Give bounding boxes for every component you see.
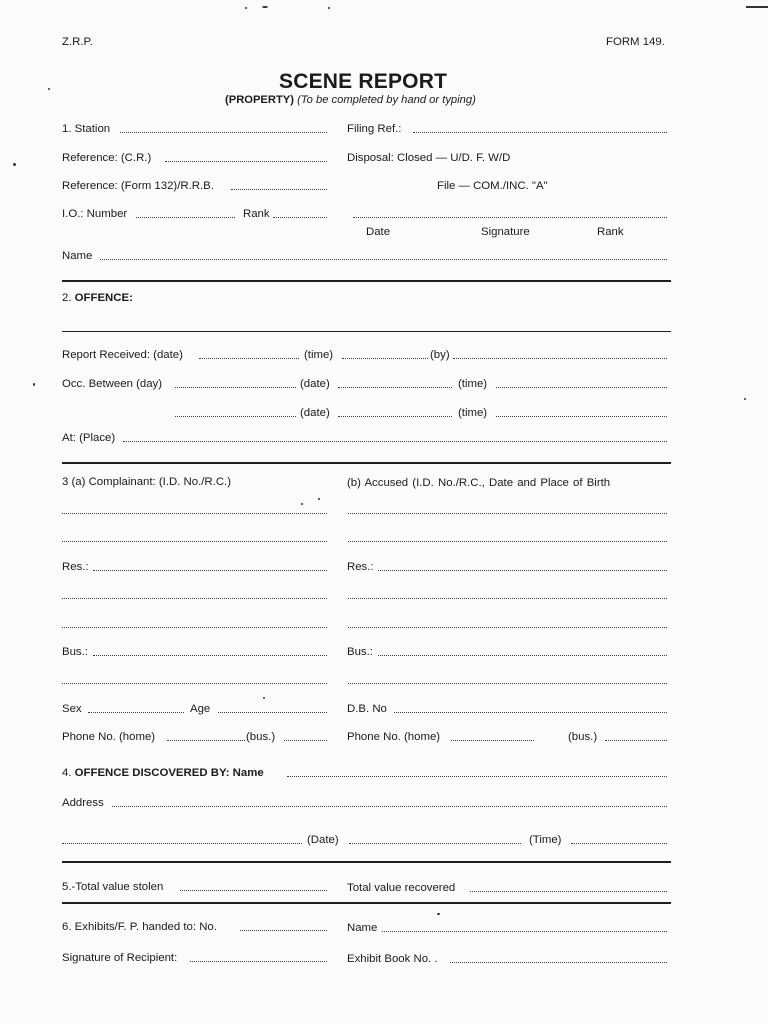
discovered-time-label: (Time) [529, 834, 562, 846]
offence-heading [62, 291, 133, 305]
scan-speck [262, 6, 268, 8]
complainant-line-1[interactable] [62, 513, 327, 514]
offence-heading-number: 2. [62, 292, 72, 304]
scan-speck [13, 163, 16, 166]
accused-phone-bus-field[interactable] [605, 740, 667, 741]
accused-line-2[interactable] [348, 541, 667, 542]
occ-date-label: (date) [300, 378, 330, 390]
accused-res-line-3[interactable] [348, 627, 667, 628]
accused-phone-home-field[interactable] [451, 740, 534, 741]
discovered-time-field[interactable] [571, 843, 667, 844]
report-by-label: (by) [430, 349, 450, 361]
complainant-res-label: Res.: [62, 561, 89, 573]
discovered-by-number: 4. [62, 767, 72, 779]
divider [62, 861, 671, 863]
accused-bus-field[interactable] [378, 655, 667, 656]
io-number-label: I.O.: Number [62, 208, 128, 220]
scan-edge-mark [746, 6, 768, 8]
report-by-field[interactable] [453, 358, 667, 359]
complainant-res-line-2[interactable] [62, 598, 327, 599]
recipient-signature-field[interactable] [190, 961, 327, 962]
occ-time-field[interactable] [496, 387, 667, 388]
recipient-signature-label: Signature of Recipient: [62, 952, 178, 964]
occ-date-field[interactable] [338, 387, 452, 388]
db-no-field[interactable] [394, 712, 667, 713]
org-label: Z.R.P. [62, 36, 93, 48]
accused-phone-home-label: Phone No. (home) [347, 731, 441, 743]
occ-time-label: (time) [458, 378, 488, 390]
reference-form-label: Reference: (Form 132)/R.R.B. [62, 180, 214, 192]
file-label: File — COM./INC. "A" [437, 180, 548, 192]
subtitle-instructions: (To be completed by hand or typing) [297, 94, 476, 106]
date-signature-rank-field[interactable] [353, 217, 667, 218]
filing-ref-field[interactable] [413, 132, 667, 133]
occ-date-2-label: (date) [300, 407, 330, 419]
scan-speck [301, 503, 303, 505]
total-stolen-label: 5.-Total value stolen [62, 881, 164, 893]
name-label: Name [62, 250, 93, 262]
address-line-2[interactable] [62, 843, 302, 844]
total-recovered-label: Total value recovered [347, 882, 456, 894]
report-time-field[interactable] [342, 358, 428, 359]
complainant-bus-field[interactable] [93, 655, 327, 656]
form-number: FORM 149. [606, 36, 665, 48]
accused-res-field[interactable] [378, 570, 667, 571]
scan-speck [744, 398, 746, 400]
occ-day-2-field[interactable] [175, 416, 296, 417]
discovered-by-name-field[interactable] [287, 776, 667, 777]
page-title: SCENE REPORT [279, 70, 448, 93]
at-place-label: At: (Place) [62, 432, 116, 444]
divider [62, 902, 671, 904]
complainant-res-field[interactable] [93, 570, 327, 571]
scan-speck [263, 697, 265, 699]
scan-speck [318, 498, 320, 500]
disposal-label: Disposal: Closed — U/D. F. W/D [347, 152, 511, 164]
scan-speck [328, 7, 330, 9]
sex-field[interactable] [88, 712, 184, 713]
complainant-phone-bus-field[interactable] [284, 740, 327, 741]
age-field[interactable] [218, 712, 327, 713]
sex-label: Sex [62, 703, 82, 715]
accused-bus-line-2[interactable] [348, 683, 667, 684]
complainant-res-line-3[interactable] [62, 627, 327, 628]
io-rank-field[interactable] [273, 217, 327, 218]
occ-time-2-label: (time) [458, 407, 488, 419]
discovered-date-field[interactable] [349, 843, 521, 844]
exhibits-name-label: Name [347, 922, 378, 934]
reference-cr-field[interactable] [165, 161, 327, 162]
scan-speck [245, 7, 247, 9]
report-received-label: Report Received: (date) [62, 349, 183, 361]
accused-res-label: Res.: [347, 561, 374, 573]
exhibit-book-label: Exhibit Book No. . [347, 953, 438, 965]
sig-date-label: Date [366, 226, 391, 238]
io-number-field[interactable] [136, 217, 235, 218]
exhibits-label: 6. Exhibits/F. P. handed to: No. [62, 921, 217, 933]
reference-form-field[interactable] [231, 189, 327, 190]
accused-bus-label: Bus.: [347, 646, 373, 658]
sig-signature-label: Signature [481, 226, 530, 238]
report-date-field[interactable] [199, 358, 299, 359]
reference-cr-label: Reference: (C.R.) [62, 152, 152, 164]
total-stolen-field[interactable] [180, 890, 327, 891]
divider [62, 462, 671, 464]
db-no-label: D.B. No [347, 703, 387, 715]
occ-time-2-field[interactable] [496, 416, 667, 417]
occ-day-field[interactable] [175, 387, 296, 388]
address-field[interactable] [112, 806, 667, 807]
scan-speck [33, 383, 35, 386]
at-place-field[interactable] [123, 441, 667, 442]
complainant-line-2[interactable] [62, 541, 327, 542]
accused-res-line-2[interactable] [348, 598, 667, 599]
complainant-phone-home-field[interactable] [167, 740, 245, 741]
exhibits-name-field[interactable] [382, 931, 667, 932]
complainant-bus-line-2[interactable] [62, 683, 327, 684]
discovered-by-text: OFFENCE DISCOVERED BY: Name [74, 767, 264, 779]
sig-rank-label: Rank [597, 226, 624, 238]
page-subtitle [225, 94, 476, 106]
station-field[interactable] [120, 132, 327, 133]
accused-line-1[interactable] [348, 513, 667, 514]
exhibit-book-field[interactable] [450, 962, 667, 963]
scan-speck [48, 88, 50, 90]
complainant-phone-home-label: Phone No. (home) [62, 731, 156, 743]
name-field[interactable] [100, 259, 667, 260]
accused-label: (b) Accused (I.D. No./R.C., Date and Place of Birth [347, 477, 611, 489]
complainant-phone-bus-label: (bus.) [246, 731, 276, 743]
complainant-label: 3 (a) Complainant: (I.D. No./R.C.) [62, 476, 232, 488]
complainant-bus-label: Bus.: [62, 646, 88, 658]
discovered-date-label: (Date) [307, 834, 339, 846]
occ-date-2-field[interactable] [338, 416, 452, 417]
accused-phone-bus-label: (bus.) [568, 731, 598, 743]
station-label: 1. Station [62, 123, 111, 135]
report-time-label: (time) [304, 349, 334, 361]
age-label: Age [190, 703, 211, 715]
offence-heading-text: OFFENCE: [74, 292, 133, 304]
offence-writing-line[interactable] [62, 331, 671, 332]
discovered-by-heading [62, 766, 264, 780]
divider [62, 280, 671, 282]
filing-ref-label: Filing Ref.: [347, 123, 402, 135]
subtitle-property: (PROPERTY) [225, 94, 294, 106]
total-recovered-field[interactable] [470, 891, 667, 892]
exhibits-no-field[interactable] [240, 930, 327, 931]
io-rank-label: Rank [243, 208, 270, 220]
occ-between-label: Occ. Between (day) [62, 378, 163, 390]
scan-speck [437, 913, 440, 915]
address-label: Address [62, 797, 104, 809]
